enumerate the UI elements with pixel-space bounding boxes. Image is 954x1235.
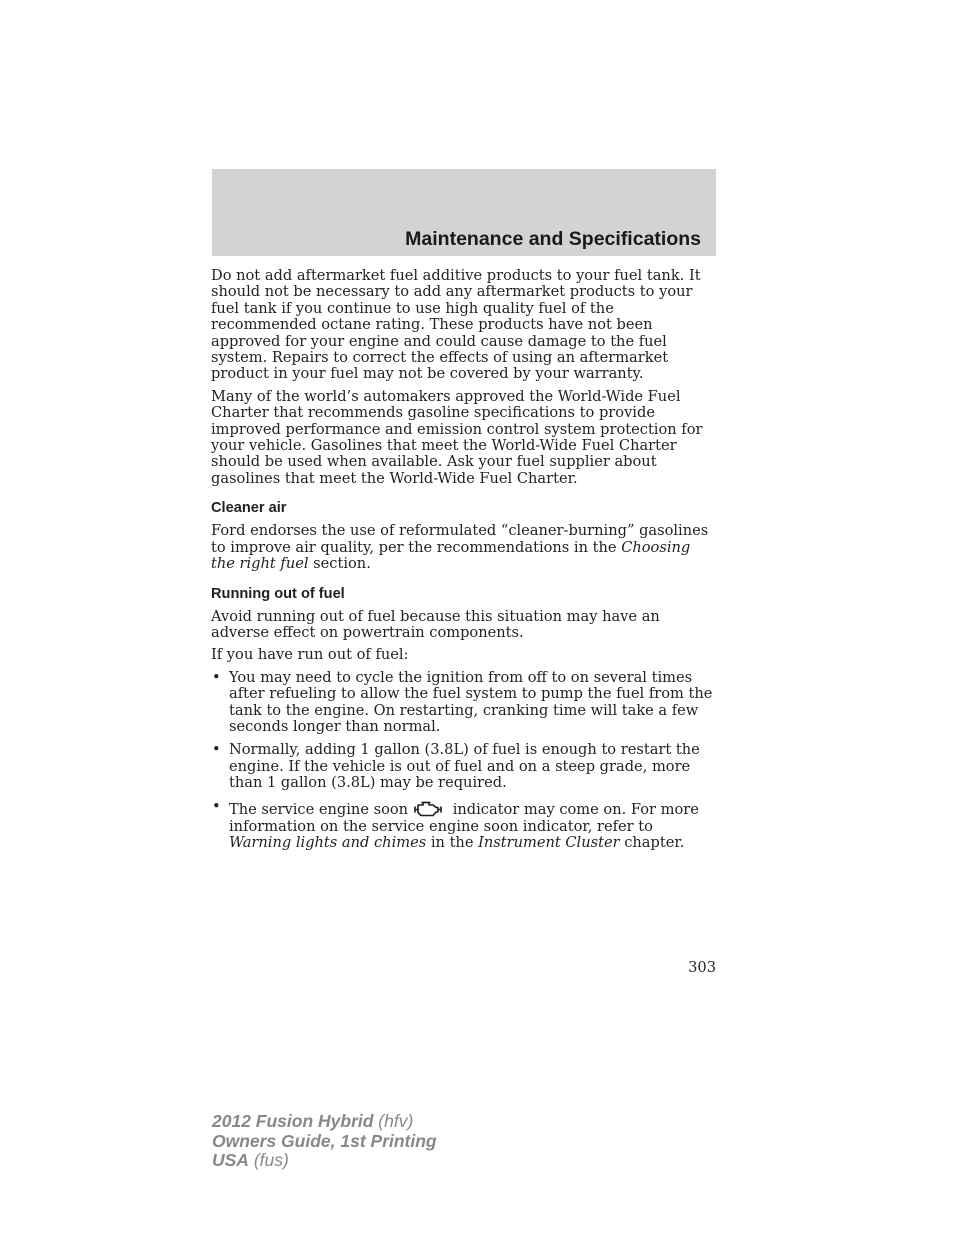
bullet-text: Normally, adding 1 gallon (3.8L) of fuel is enough to restart the engine. If the vehicle is out of fuel and on a steep grade, more than 1 gallon (3.8L) may be required. — [229, 741, 700, 792]
footer-line-edition — [212, 1132, 437, 1152]
section-header-band — [212, 169, 716, 256]
footer — [212, 1112, 437, 1171]
bullet-marker: • — [212, 668, 221, 686]
cleaner-air-text: Ford endorses the use of reformulated “cleaner-burning” gasolines to improve air quality, per the recommendations in the — [211, 522, 709, 556]
cross-reference-warning-lights: Warning lights and chimes — [229, 833, 427, 851]
engine-icon — [410, 799, 446, 819]
bullet-text-cont: indicator may come on. For more information on the service engine soon indicator, refer to — [229, 800, 699, 835]
paragraph-if-run-out: If you have run out of fuel: — [211, 646, 409, 664]
footer-line-model — [212, 1112, 437, 1132]
bullet-text-end: chapter. — [619, 833, 685, 851]
paragraph-cleaner-air — [211, 523, 717, 572]
bullet-text: You may need to cycle the ignition from off to on several times after refueling to allow the fuel system to pump the fuel from the tank to the engine. On restarting, cranking time will take a few seconds longer than normal. — [229, 668, 713, 735]
footer-market: USA — [212, 1150, 249, 1170]
cleaner-air-text-end: section. — [308, 555, 371, 573]
bullet-marker: • — [212, 741, 221, 759]
bullet-text-mid: in the — [426, 833, 479, 851]
bullet-text: The service engine soon — [229, 800, 409, 818]
footer-edition: Owners Guide, 1st Printing — [212, 1130, 437, 1151]
cross-reference-choosing-fuel: Choosing the right fuel — [211, 538, 691, 573]
cross-reference-instrument-cluster: Instrument Cluster — [478, 833, 620, 851]
list-item — [211, 742, 717, 791]
page-content — [211, 268, 717, 858]
footer-line-market — [212, 1151, 437, 1171]
paragraph-avoid-running-out: Avoid running out of fuel because this situation may have an adverse effect on powertrain components. — [211, 607, 660, 641]
footer-model: 2012 Fusion Hybrid — [212, 1111, 374, 1131]
paragraph-additives: Do not add aftermarket fuel additive products to your fuel tank. It should not be necessary to add any aftermarket products to your fuel tank if you continue to use high quality fuel of the recommended octane rating. These products have not been approved for your engine and could cause damage to the fuel system. Repairs to correct the effects of using an aftermarket product in your fuel may not be covered by your warranty. — [211, 267, 701, 383]
page-number: 303 — [688, 959, 716, 976]
footer-model-code: (hfv) — [373, 1111, 414, 1131]
footer-market-code: (fus) — [248, 1150, 289, 1170]
bullet-list — [211, 670, 717, 852]
section-title: Maintenance and Specifications — [405, 228, 701, 250]
list-item — [211, 799, 717, 852]
heading-cleaner-air: Cleaner air — [211, 500, 287, 517]
bullet-marker: • — [212, 797, 221, 815]
heading-running-out-of-fuel: Running out of fuel — [211, 585, 345, 602]
list-item — [211, 670, 717, 736]
paragraph-fuel-charter: Many of the world’s automakers approved the World-Wide Fuel Charter that recommends gasoline specifications to provide improved performance and emission control system protection for your vehicle. Gasolines that meet the World-Wide Fuel Charter should be used when available. Ask your fuel supplier about gasolines that meet the World-Wide Fuel Charter. — [211, 387, 703, 487]
